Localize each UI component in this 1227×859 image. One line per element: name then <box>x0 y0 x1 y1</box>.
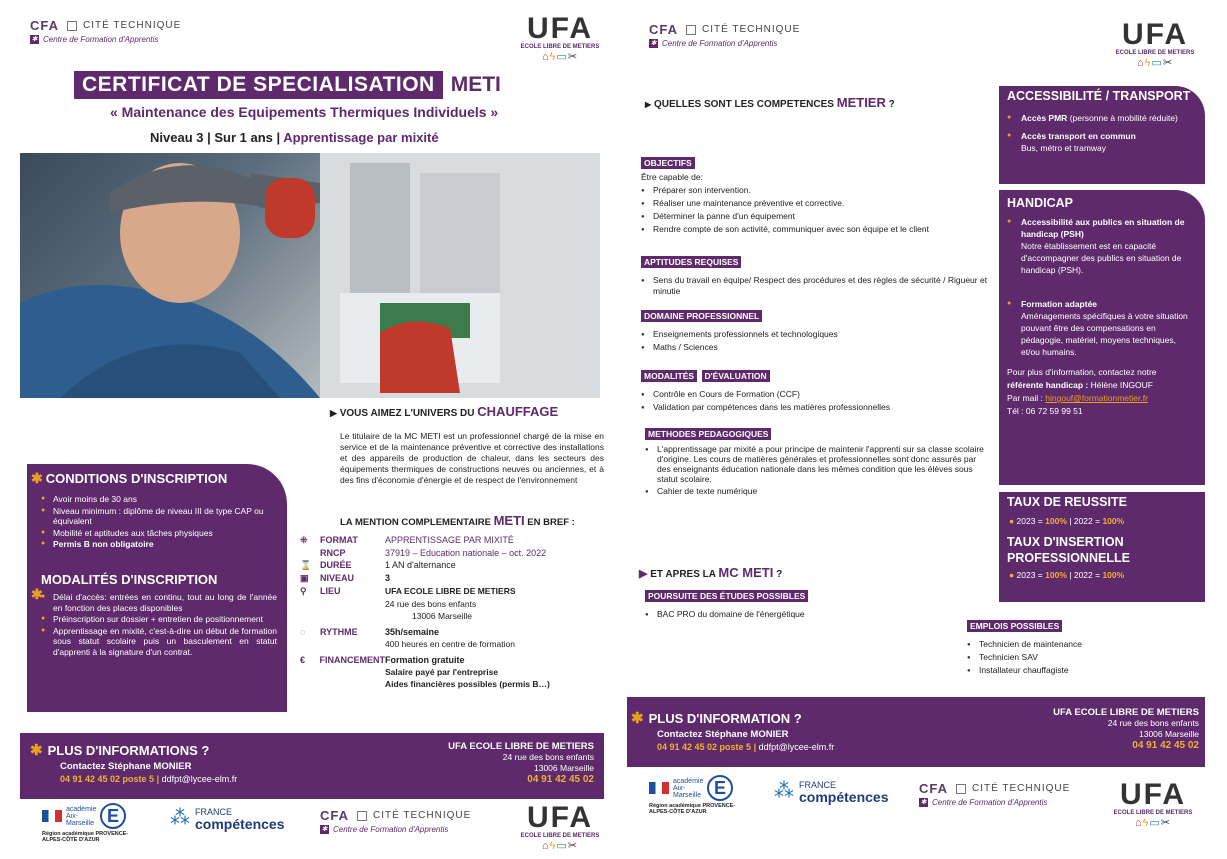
modalites-title: MODALITÉS D'INSCRIPTION <box>41 572 218 587</box>
flag-icon <box>649 782 669 794</box>
apres-heading: ▶ ET APRES LA MC METI ? <box>639 565 783 580</box>
handicap-access-text: Notre établissement est en capacité d'accompagner des publics en situation de handicap (PSH). <box>1021 241 1182 275</box>
list-item: ● Mobilité et aptitudes aux tâches physiques <box>41 528 277 539</box>
competences-c: ? <box>888 99 895 110</box>
table-row <box>300 679 600 689</box>
taux-r2-a: 2023 = <box>1016 570 1043 580</box>
table-row <box>300 586 600 597</box>
row-value: APPRENTISSAGE PAR MIXITÉ <box>385 535 514 545</box>
table-row <box>300 573 600 584</box>
ufa-big: UFA <box>527 801 593 834</box>
list-item: ● Permis B non obligatoire <box>41 539 277 550</box>
inscription-box <box>27 464 287 712</box>
table-row <box>300 667 600 677</box>
cfa-mark: CFA <box>919 781 948 796</box>
star-icon: ✱ <box>631 710 644 727</box>
list-item: ● Enseignements professionnels et technologiques <box>641 329 996 340</box>
cfa-mark: CFA <box>30 18 59 33</box>
access-transport: Accès transport en commun <box>1021 131 1136 141</box>
ufa-logo-bottom <box>1112 780 1194 829</box>
handicap-tel: 06 72 59 99 51 <box>1025 406 1083 416</box>
taux-r2-d: 100% <box>1102 570 1125 580</box>
handicap-mail-link[interactable]: hingouf@formationmetier.fr <box>1045 393 1148 403</box>
ufa-sub: ECOLE LIBRE DE METIERS <box>1113 810 1193 816</box>
row-key: RNCP <box>320 548 346 558</box>
cfa-mark: CFA <box>320 808 349 823</box>
taux-insertion-title: TAUX D'INSERTION PROFESSIONNELLE <box>1007 535 1130 565</box>
star-icon: ✱ <box>31 36 38 43</box>
domaine-tag: DOMAINE PROFESSIONNEL <box>641 310 762 322</box>
title-row <box>74 71 501 99</box>
access-transport-text: Bus, métro et tramway <box>1021 143 1107 153</box>
region-text: Région académique PROVENCE-ALPES-CÔTE D'AZUR <box>42 831 129 843</box>
ufa-logo <box>520 14 600 63</box>
fc-a: FRANCE <box>799 779 837 790</box>
euro-icon: € <box>300 655 306 665</box>
objectifs-section <box>641 153 996 237</box>
access-pmr: Accès PMR <box>1021 113 1068 123</box>
taux-r1-c: | 2022 = <box>1069 516 1101 526</box>
table-row <box>300 655 600 665</box>
fc-a: FRANCE <box>195 806 233 817</box>
academie-e-icon: E <box>100 803 126 829</box>
row-value: Formation gratuite <box>385 655 465 665</box>
taux-r2-c: | 2022 = <box>1069 570 1101 580</box>
handicap-ref-label: référente handicap : <box>1007 380 1089 390</box>
domaine-section <box>641 306 996 355</box>
cfa-box-icon <box>357 811 367 821</box>
technician-photo <box>20 153 600 398</box>
table-row <box>300 560 600 571</box>
row-value: 13006 Marseille <box>412 611 473 621</box>
footer-phone: 04 91 42 45 02 poste 5 | <box>657 742 757 752</box>
cfa-box-icon <box>67 21 77 31</box>
cfa-city: CITÉ TECHNIQUE <box>83 20 182 31</box>
cfa-mark: CFA <box>649 22 678 37</box>
ufa-logo-bottom <box>520 803 600 852</box>
handicap-box <box>999 190 1205 485</box>
list-item: ● Sens du travail en équipe/ Respect des procédures et des règles de sécurité / Rigueur et minutie <box>641 275 996 297</box>
list-item: ● Déterminer la panne d'un équipement <box>641 211 996 222</box>
footer-addr2: 13006 Marseille <box>1138 729 1199 739</box>
cfa-sub: Centre de Formation d'Apprentis <box>43 35 159 44</box>
univers-heading-b: CHAUFFAGE <box>477 404 559 419</box>
footer-addr1: 24 rue des bons enfants <box>1107 718 1199 728</box>
rhythm-icon: ◌ <box>300 627 306 637</box>
cfa-logo <box>30 18 181 44</box>
row-value: Salaire payé par l'entreprise <box>385 667 499 677</box>
access-pmr-text: (personne à mobilité réduite) <box>1069 113 1178 123</box>
handicap-more: Pour plus d'information, contactez notre <box>1007 367 1157 377</box>
cfa-city: CITÉ TECHNIQUE <box>373 810 472 821</box>
list-item: ● Maths / Sciences <box>641 342 996 353</box>
cfa-box-icon <box>686 25 696 35</box>
row-key: LIEU <box>320 586 341 596</box>
cfa-sub: Centre de Formation d'Apprentis <box>932 798 1048 807</box>
poursuite-section <box>645 586 945 622</box>
footer-org: UFA ECOLE LIBRE DE METIERS <box>1053 707 1199 718</box>
conditions-title: CONDITIONS D'INSCRIPTION <box>45 471 228 486</box>
ufa-big: UFA <box>1122 18 1188 51</box>
level-icon: ▣ <box>300 573 309 583</box>
trade-icons: ⌂ϟ▭✂ <box>1136 57 1174 69</box>
cfa-logo-bottom <box>919 781 1070 807</box>
region-text: Région académique PROVENCE-ALPES-CÔTE D'AZUR <box>649 803 736 815</box>
list-item: ● Technicien SAV <box>967 652 1217 663</box>
row-value: UFA ECOLE LIBRE DE METIERS <box>385 586 516 596</box>
aptitudes-section <box>641 252 996 299</box>
ufa-sub: ECOLE LIBRE DE METIERS <box>520 44 600 50</box>
dots-icon: ⁂ <box>170 807 190 829</box>
list-item: ● L'apprentissage par mixité a pour principe de maintenir l'apprenti sur sa classe scolaire d'origine. Les cours de matières générales et professionnelles sont donc assurés par des enseignants éducation nationale dans les mêmes condition que les élèves sous statut scolaire. <box>645 444 990 484</box>
evaluation-tag-b: D'ÉVALUATION <box>702 370 770 382</box>
access-title: ACCESSIBILITÉ / TRANSPORT <box>1007 89 1191 103</box>
footer-title: PLUS D'INFORMATIONS ? <box>47 742 210 758</box>
table-row <box>300 639 600 649</box>
row-value: 1 AN d'alternance <box>385 560 456 570</box>
level-line <box>150 130 439 145</box>
competences-b: METIER <box>836 95 886 110</box>
methodes-section <box>645 424 990 498</box>
bref-table <box>300 535 600 691</box>
france-competences-logo <box>170 805 284 830</box>
apres-b: MC METI <box>718 565 774 580</box>
list-item: ● Délai d'accès: entrées en continu, tout au long de l'année en fonction des places disponibles <box>41 592 277 613</box>
star-icon: ✱ <box>920 799 927 806</box>
row-key: NIVEAU <box>320 573 355 583</box>
footer-contact: Contactez Stéphane MONIER <box>657 729 789 740</box>
handicap-ref: Hélène INGOUF <box>1090 380 1153 390</box>
list-item: ● Préparer son intervention. <box>641 185 996 196</box>
footer-email[interactable]: ddfpt@lycee-elm.fr <box>758 742 835 752</box>
list-item: ● Installateur chauffagiste <box>967 665 1217 676</box>
cfa-sub: Centre de Formation d'Apprentis <box>333 825 449 834</box>
footer-addr2: 13006 Marseille <box>533 763 594 773</box>
list-item: ● BAC PRO du domaine de l'énergétique <box>645 609 945 620</box>
footer-org: UFA ECOLE LIBRE DE METIERS <box>448 741 594 752</box>
list-item: ● Contrôle en Cours de Formation (CCF) <box>641 389 996 400</box>
row-value: 24 rue des bons enfants <box>385 599 477 609</box>
photo-illustration <box>20 153 600 398</box>
row-key: DURÉE <box>320 560 352 570</box>
methodes-tag: METHODES PEDAGOGIQUES <box>645 428 771 440</box>
cfa-sub: Centre de Formation d'Apprentis <box>662 39 778 48</box>
academie-e-icon: E <box>707 775 733 801</box>
univers-heading-a: VOUS AIMEZ L'UNIVERS DU <box>339 408 475 419</box>
star-icon: ✱ <box>31 586 43 602</box>
footer-addr1: 24 rue des bons enfants <box>502 752 594 762</box>
level-a: Niveau 3 | Sur 1 ans | <box>150 130 281 145</box>
table-row <box>300 611 600 621</box>
location-icon: ⚲ <box>300 586 307 596</box>
dots-icon: ⁂ <box>774 780 794 802</box>
list-item: ● Préinscription sur dossier + entretien de positionnement <box>41 614 277 625</box>
bref-heading-a: LA MENTION COMPLEMENTAIRE <box>340 517 491 528</box>
ufa-logo <box>1114 20 1196 69</box>
fc-b: compétences <box>195 815 285 832</box>
ufa-big: UFA <box>1120 778 1186 811</box>
footer-phone: 04 91 42 45 02 poste 5 | <box>60 774 160 784</box>
table-row <box>300 548 600 558</box>
right-page <box>619 0 1227 859</box>
fc-b: compétences <box>799 788 889 805</box>
info-footer-right <box>627 697 1205 767</box>
table-row <box>300 535 600 546</box>
taux-reussite-title: TAUX DE REUSSITE <box>1007 495 1127 509</box>
accessibility-box <box>999 86 1205 184</box>
footer-tel: 04 91 42 45 02 <box>1132 740 1199 751</box>
row-key: RYTHME <box>320 627 358 637</box>
list-item: ● Apprentissage en mixité, c'est-à-dire un début de formation sous statut scolaire puis un basculement en statut d'apprenti à la signature d'un contrat. <box>41 626 277 658</box>
handicap-access: Accessibilité aux publics en situation de handicap (PSH) <box>1021 217 1185 239</box>
list-item: ● Niveau minimum : diplôme de niveau III de type CAP ou équivalent <box>41 506 277 527</box>
subtitle: « Maintenance des Equipements Thermiques Individuels » <box>110 104 499 120</box>
cfa-city: CITÉ TECHNIQUE <box>702 24 801 35</box>
row-value: Aides financières possibles (permis B…) <box>385 679 550 689</box>
star-icon: ✱ <box>321 826 328 833</box>
academie-logo <box>42 803 142 843</box>
flag-icon <box>42 810 62 822</box>
evaluation-tag-a: MODALITÉS <box>641 370 697 382</box>
list-item: ● Réaliser une maintenance préventive et corrective. <box>641 198 996 209</box>
bref-heading <box>340 513 575 528</box>
page-title: CERTIFICAT DE SPECIALISATION <box>74 71 443 99</box>
trade-icons: ⌂ϟ▭✂ <box>541 51 579 63</box>
aptitudes-tag: APTITUDES REQUISES <box>641 256 741 268</box>
trade-icons: ⌂ϟ▭✂ <box>1134 817 1172 829</box>
apres-a: ET APRES LA <box>650 569 716 580</box>
academie-text: académie Aix-Marseille <box>66 805 97 827</box>
handicap-formation-text: Aménagements spécifiques à votre situation pouvant être des compensations en pédagogie, matériel, moyens techniques, et/ou humains. <box>1021 311 1188 357</box>
academie-logo <box>649 775 749 815</box>
emplois-section <box>967 616 1217 678</box>
list-item: ● Avoir moins de 30 ans <box>41 494 277 505</box>
poursuite-tag: POURSUITE DES ÉTUDES POSSIBLES <box>645 590 808 602</box>
format-icon: ⁜ <box>300 535 308 545</box>
level-b: Apprentissage par mixité <box>283 130 439 145</box>
bref-heading-b: METI <box>493 513 525 528</box>
cfa-logo-bottom <box>320 808 471 834</box>
row-key: FINANCEMENT <box>319 655 385 665</box>
info-footer <box>20 733 604 799</box>
table-row <box>300 599 600 609</box>
objectifs-tag: OBJECTIFS <box>641 157 695 169</box>
objectifs-intro: Être capable de: <box>641 172 703 182</box>
taux-box: TAUX DE REUSSITE ● 2023 = 100% | 2022 = 100% TAUX D'INSERTION PROFESSIONNELLE ● 2023 = 100% | 2022 = 100% <box>999 492 1205 602</box>
handicap-mail-label: Par mail : <box>1007 393 1043 403</box>
evaluation-section <box>641 366 996 415</box>
row-key: FORMAT <box>320 535 358 545</box>
hourglass-icon: ⌛ <box>300 560 312 570</box>
footer-email[interactable]: ddfpt@lycee-elm.fr <box>161 774 238 784</box>
cfa-city: CITÉ TECHNIQUE <box>972 783 1071 794</box>
ufa-sub: ECOLE LIBRE DE METIERS <box>520 833 600 839</box>
star-icon: ✱ <box>30 742 43 759</box>
list-item: ● Validation par compétences dans les matières professionnelles <box>641 402 996 413</box>
apres-c: ? <box>776 569 783 580</box>
competences-a: QUELLES SONT LES COMPETENCES <box>653 99 834 110</box>
row-value: 400 heures en centre de formation <box>385 639 515 649</box>
row-value: 37919 – Education nationale – oct. 2022 <box>385 548 547 558</box>
handicap-tel-label: Tél : <box>1007 406 1024 416</box>
univers-text: Le titulaire de la MC METI est un professionnel chargé de la mise en service et de la maintenance préventive et corrective des installations et des appareils de production de chaleur, dans les secteurs des équipements thermiques de constructions neuves ou anciennes, et à des fins d'économie d'énergie et de respect de l'environnement <box>340 431 604 485</box>
footer-tel: 04 91 42 45 02 <box>527 774 594 785</box>
taux-r1-b: 100% <box>1045 516 1067 526</box>
academie-text: académie Aix-Marseille <box>673 777 704 799</box>
ufa-big: UFA <box>527 12 593 45</box>
univers-heading: ▶ VOUS AIMEZ L'UNIVERS DU CHAUFFAGE <box>330 404 559 419</box>
taux-r2-b: 100% <box>1045 570 1067 580</box>
handicap-formation: Formation adaptée <box>1021 299 1098 309</box>
emplois-tag: EMPLOIS POSSIBLES <box>967 620 1062 632</box>
star-icon: ✱ <box>31 470 43 486</box>
bref-heading-c: EN BREF : <box>527 517 575 528</box>
ufa-sub: ECOLE LIBRE DE METIERS <box>1115 50 1195 56</box>
cfa-logo <box>649 22 800 48</box>
list-item: ● Technicien de maintenance <box>967 639 1217 650</box>
taux-r1-d: 100% <box>1102 516 1125 526</box>
cfa-box-icon <box>956 784 966 794</box>
handicap-title: HANDICAP <box>1007 196 1073 210</box>
competences-heading: ▶ QUELLES SONT LES COMPETENCES METIER ? <box>645 95 895 110</box>
list-item: ● Cahier de texte numérique <box>645 486 990 496</box>
footer-title: PLUS D'INFORMATION ? <box>648 710 802 726</box>
left-page <box>0 0 608 859</box>
row-value: 35h/semaine <box>385 627 440 637</box>
footer-contact: Contactez Stéphane MONIER <box>60 761 192 772</box>
list-item: ● Rendre compte de son activité, communiquer avec son équipe et le client <box>641 224 996 235</box>
title-accent: METI <box>450 73 501 96</box>
star-icon: ✱ <box>650 40 657 47</box>
taux-r1-a: 2023 = <box>1016 516 1043 526</box>
table-row <box>300 627 600 637</box>
row-value: 3 <box>385 573 391 583</box>
trade-icons: ⌂ϟ▭✂ <box>541 840 579 852</box>
france-competences-logo <box>774 778 888 803</box>
